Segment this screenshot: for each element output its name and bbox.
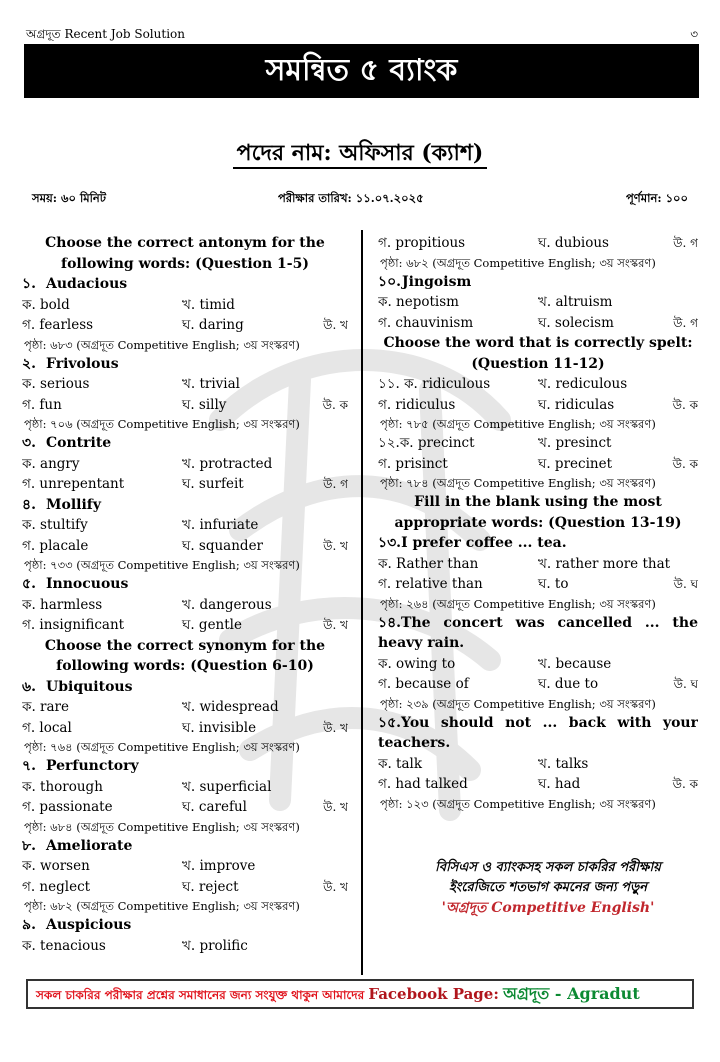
question-1-options: গ. fearless ঘ. daring উ. খ: [22, 315, 348, 336]
question-6-reference: পৃষ্ঠা: ৭৬৪ (অগ্রদূত Competitive English; ৩য় সংস্করণ): [24, 740, 300, 754]
question-7: ৭. Perfunctory: [22, 758, 139, 774]
exam-meta: [32, 190, 688, 208]
question-14-options: গ. because of ঘ. due to উ. ঘ: [378, 674, 698, 695]
promo-line-2: ইংরেজিতে শতভাগ কমনের জন্য পড়ুন: [448, 880, 648, 895]
left-column: [22, 233, 348, 956]
question-8-options: গ. neglect ঘ. reject উ. খ: [22, 877, 348, 898]
question-13-options: গ. relative than ঘ. to উ. ঘ: [378, 574, 698, 595]
question-11-options: ১১. ক. ridiculous খ. rediculous: [378, 376, 628, 392]
answer: উ. গ: [673, 315, 698, 330]
question-4-reference: পৃষ্ঠা: ৭৩৩ (অগ্রদূত Competitive English; ৩য় সংস্করণ): [24, 558, 300, 572]
promo-line-1: বিসিএস ও ব্যাংকসহ সকল চাকরির পরীক্ষায়: [435, 860, 661, 875]
footer-text: সকল চাকরির পরীক্ষার প্রশ্নের সমাধানের জন্য সংযুক্ত থাকুন আমাদের: [36, 988, 365, 1002]
answer: উ. খ: [323, 618, 348, 632]
question-15-options: গ. had talked ঘ. had উ. ক: [378, 774, 698, 795]
question-9: ৯. Auspicious: [22, 917, 132, 933]
question-3-options: ক. angry খ. protracted: [22, 455, 273, 472]
question-10-options: গ. chauvinism ঘ. solecism উ. গ: [378, 313, 698, 334]
answer: উ. ঘ: [673, 577, 698, 591]
footer-page-name[interactable]: অগ্রদূত - Agradut: [503, 984, 640, 1003]
question-7-options: ক. thorough খ. superficial: [22, 778, 272, 795]
question-13-reference: পৃষ্ঠা: ২৬৪ (অগ্রদূত Competitive English; ৩য় সংস্করণ): [380, 596, 656, 611]
question-15: ১৫.You should not ... back with your teachers.: [378, 714, 698, 751]
answer: উ. খ: [323, 720, 348, 735]
question-10-options: ক. nepotism খ. altruism: [378, 294, 613, 310]
running-header: [26, 26, 698, 42]
question-3-options: গ. unrepentant ঘ. surfeit উ. গ: [22, 474, 348, 495]
question-2-reference: পৃষ্ঠা: ৭০৬ (অগ্রদূত Competitive English; ৩য় সংস্করণ): [24, 417, 300, 431]
answer: উ. ক: [672, 397, 698, 412]
answer: উ. খ: [323, 318, 348, 332]
question-4-options: ক. stultify খ. infuriate: [22, 517, 259, 533]
promo-brand: 'অগ্রদূত Competitive English': [441, 900, 655, 916]
question-2-options: ক. serious খ. trivial: [22, 376, 240, 392]
answer: উ. গ: [323, 477, 348, 491]
question-1-reference: পৃষ্ঠা: ৬৮৩ (অগ্রদূত Competitive English; ৩য় সংস্করণ): [24, 337, 300, 352]
question-5: ৫. Innocuous: [22, 576, 129, 592]
footer-banner: [26, 979, 694, 1009]
section-heading-synonym: Choose the correct synonym for the following words: (Question 6-10): [44, 637, 326, 674]
answer: উ. খ: [323, 538, 348, 553]
question-11-reference: পৃষ্ঠা: ৭৮৫ (অগ্রদূত Competitive English; ৩য় সংস্করণ): [380, 417, 656, 431]
book-promo: [398, 858, 698, 918]
question-12-options: গ. prisinct ঘ. precinet উ. ক: [378, 454, 698, 475]
column-divider: [361, 230, 363, 975]
question-4-options: গ. placale ঘ. squander উ. খ: [22, 536, 348, 557]
answer: উ. ঘ: [673, 677, 698, 691]
post-title-text: পদের নাম: অফিসার (ক্যাশ): [233, 140, 488, 169]
question-6: ৬. Ubiquitous: [22, 678, 133, 695]
question-2: ২. Frivolous: [22, 355, 119, 372]
question-14-reference: পৃষ্ঠা: ২৩৯ (অগ্রদূত Competitive English; ৩য় সংস্করণ): [380, 696, 656, 711]
answer: উ. খ: [323, 800, 348, 814]
footer-facebook-label: Facebook Page:: [368, 985, 499, 1003]
question-8: ৮. Ameliorate: [22, 837, 133, 854]
question-15-reference: পৃষ্ঠা: ১২৩ (অগ্রদূত Competitive English; ৩য় সংস্করণ): [380, 796, 656, 811]
question-3: ৩. Contrite: [22, 435, 112, 451]
exam-time: সময়: ৬০ মিনিট: [32, 191, 107, 205]
answer: উ. খ: [323, 879, 348, 894]
question-7-reference: পৃষ্ঠা: ৬৮৪ (অগ্রদূত Competitive English; ৩য় সংস্করণ): [24, 819, 300, 834]
exam-date: পরীক্ষার তারিখ: ১১.০৭.২০২৫: [278, 191, 424, 205]
right-column: [378, 233, 698, 813]
question-14: ১৪.The concert was cancelled ... the heavy rain.: [378, 614, 698, 651]
post-title: [0, 136, 720, 173]
section-heading-fill: Fill in the blank using the most appropriate words: (Question 13-19): [394, 494, 682, 531]
question-8-reference: পৃষ্ঠা: ৬৮২ (অগ্রদূত Competitive English; ৩য় সংস্করণ): [24, 899, 300, 913]
question-9-options: গ. propitious ঘ. dubious উ. গ: [378, 233, 698, 254]
question-5-options: ক. harmless খ. dangerous: [22, 596, 272, 613]
exam-marks: পূর্ণমান: ১০০: [625, 191, 688, 205]
section-heading-spelling: Choose the word that is correctly spelt: (Question 11-12): [383, 335, 693, 372]
answer: উ. ক: [322, 397, 348, 412]
question-10: ১০.Jingoism: [378, 273, 472, 290]
question-2-options: গ. fun ঘ. silly উ. ক: [22, 395, 348, 416]
header-brand: অগ্রদূত Recent Job Solution: [26, 27, 185, 41]
question-9-options: ক. tenacious খ. prolific: [22, 937, 248, 954]
question-12-options: ১২.ক. precinct খ. presinct: [378, 435, 612, 451]
page-number: ৩: [690, 27, 698, 41]
answer: উ. ক: [672, 777, 698, 791]
question-1: ১. Audacious: [22, 276, 128, 292]
section-heading-antonym: Choose the correct antonym for the following words: (Question 1-5): [45, 235, 325, 272]
answer: উ. ক: [672, 456, 698, 471]
question-1-options: ক. bold খ. timid: [22, 296, 235, 313]
question-13: ১৩.I prefer coffee ... tea.: [378, 535, 567, 551]
question-9-reference: পৃষ্ঠা: ৬৮২ (অগ্রদূত Competitive English; ৩য় সংস্করণ): [380, 255, 656, 270]
question-6-options: গ. local ঘ. invisible উ. খ: [22, 718, 348, 739]
answer: উ. গ: [673, 236, 698, 250]
question-4: ৪. Mollify: [22, 496, 101, 513]
question-15-options: ক. talk খ. talks: [378, 755, 589, 772]
exam-banner: সমন্বিত ৫ ব্যাংক: [24, 44, 699, 98]
question-14-options: ক. owing to খ. because: [378, 655, 612, 672]
question-7-options: গ. passionate ঘ. careful উ. খ: [22, 797, 348, 818]
question-13-options: ক. Rather than খ. rather more that: [378, 555, 671, 572]
question-12-reference: পৃষ্ঠা: ৭৮৪ (অগ্রদূত Competitive English; ৩য় সংস্করণ): [380, 476, 656, 490]
question-8-options: ক. worsen খ. improve: [22, 858, 256, 874]
question-5-options: গ. insignificant ঘ. gentle উ. খ: [22, 615, 348, 636]
question-6-options: ক. rare খ. widespread: [22, 699, 279, 715]
question-11-options: গ. ridiculus ঘ. ridiculas উ. ক: [378, 395, 698, 416]
